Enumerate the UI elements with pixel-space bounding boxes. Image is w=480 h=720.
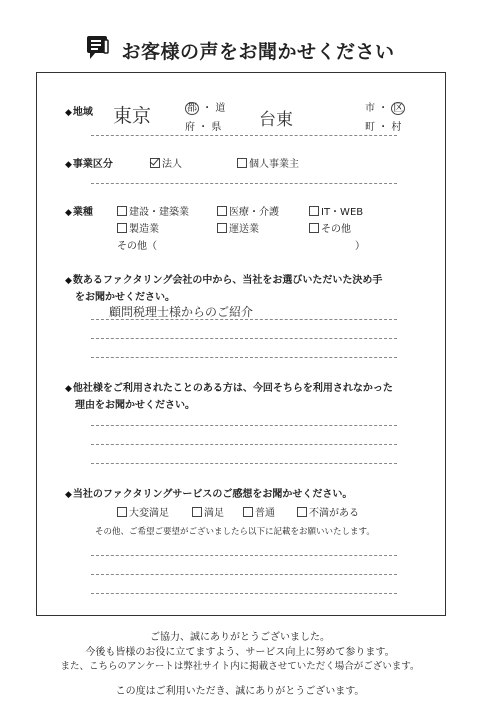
other-company-line-1	[91, 425, 397, 426]
pref-options-row1[interactable]: 都 ・ 道	[187, 103, 226, 114]
impression-request-text: その他、ご希望ご要望がございましたら以下に記載をお願いいたします。	[95, 527, 375, 537]
other-company-question-line1: ◆他社様をご利用されたことのある方は、今回そちらを利用されなかった	[65, 383, 393, 394]
checkbox-medical	[217, 206, 227, 216]
impression-line-2	[91, 574, 397, 575]
city-option-cho: 町	[365, 122, 375, 133]
footer-thanks: ご協力、誠にありがとうございました。	[150, 632, 330, 643]
reason-question-line2: をお聞かせください。	[75, 292, 175, 303]
other-company-question-line2: 理由をお聞かせください。	[75, 400, 195, 411]
industry-option-manufacturing[interactable]: 製造業	[117, 220, 159, 235]
speech-document-icon	[85, 35, 113, 65]
city-option-shi: 市	[365, 103, 375, 114]
industry-option-construction[interactable]: 建設・建築業	[117, 203, 189, 218]
pref-option-to: 都	[187, 103, 197, 114]
handwritten-prefecture[interactable]: 東京	[113, 105, 152, 127]
pref-option-ken: 県	[211, 122, 222, 133]
checkbox-corporation	[150, 158, 160, 168]
pref-option-do: 道	[215, 103, 226, 114]
page-title: お客様の声をお聞かせください	[121, 40, 395, 63]
checkbox-sole-proprietor	[237, 158, 247, 168]
reason-line-3	[91, 357, 397, 358]
other-company-line-3	[91, 463, 397, 464]
pref-options-row2[interactable]: 府 ・ 県	[185, 122, 222, 133]
handwritten-city[interactable]: 台東	[259, 110, 293, 130]
industry-label: ◆業種	[65, 207, 93, 218]
region-underline	[91, 135, 397, 136]
city-options-row2[interactable]: 町 ・ 村	[365, 122, 402, 133]
checkbox-dissatisfied	[297, 507, 307, 517]
business-underline	[91, 183, 397, 184]
city-option-son: 村	[391, 122, 402, 133]
checkbox-it-web	[309, 206, 319, 216]
industry-other-suffix: ）	[355, 241, 365, 252]
business-option-sole-proprietor[interactable]: 個人事業主	[237, 155, 299, 170]
checkbox-normal	[243, 507, 253, 517]
checkbox-construction	[117, 206, 127, 216]
impression-line-1	[91, 555, 397, 556]
business-option-corporation[interactable]: 法人	[150, 155, 182, 170]
reason-line-2	[91, 338, 397, 339]
reason-question-line1: ◆数あるファクタリング会社の中から、当社をお選びいただいた決め手	[65, 275, 383, 286]
pref-option-fu: 府	[185, 122, 195, 133]
page-header	[0, 32, 480, 68]
region-label: ◆地域	[65, 107, 93, 118]
industry-option-it-web[interactable]: IT・WEB	[309, 203, 363, 218]
checkbox-satisfied	[192, 507, 202, 517]
impression-option-very-satisfied[interactable]: 大変満足	[117, 504, 169, 519]
industry-option-transport[interactable]: 運送業	[217, 220, 259, 235]
checkbox-transport	[217, 223, 227, 233]
footer-closing: この度はご利用いただき、誠にありがとうございます。	[115, 686, 365, 697]
survey-form	[36, 72, 446, 616]
checkbox-very-satisfied	[117, 507, 127, 517]
footer-improvement: 今後も皆様のお役に立てますよう、サービス向上に努めて参ります。	[85, 647, 395, 658]
other-company-line-2	[91, 444, 397, 445]
impression-question: ◆当社のファクタリングサービスのご感想をお聞かせください。	[65, 489, 353, 500]
checkbox-manufacturing	[117, 223, 127, 233]
footer-publish-notice: また、こちらのアンケートは弊社サイト内に掲載させていただく場合がございます。	[60, 661, 420, 672]
city-option-ku: 区	[393, 103, 404, 114]
business-label: ◆事業区分	[65, 159, 113, 170]
industry-option-medical[interactable]: 医療・介護	[217, 203, 279, 218]
industry-option-other[interactable]: その他	[309, 220, 351, 235]
checkbox-other	[309, 223, 319, 233]
reason-handwritten-answer[interactable]: 顧問税理士様からのご紹介	[109, 305, 254, 319]
impression-option-dissatisfied[interactable]: 不満がある	[297, 504, 359, 519]
impression-option-satisfied[interactable]: 満足	[192, 504, 224, 519]
impression-option-normal[interactable]: 普通	[243, 504, 275, 519]
city-options-row1[interactable]: 市 ・ 区	[365, 103, 404, 114]
reason-line-1	[91, 319, 397, 320]
industry-other-prefix: その他（	[117, 241, 157, 252]
impression-line-3	[91, 593, 397, 594]
